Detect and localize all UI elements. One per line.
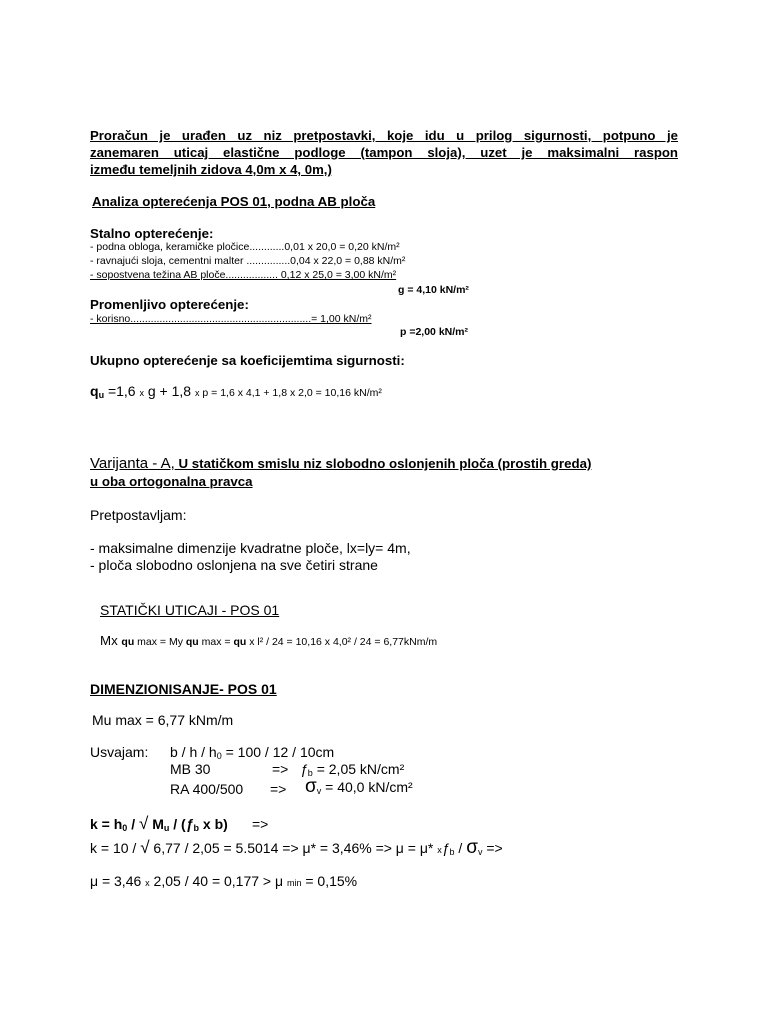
- qu-part-3: p = 1,6 x 4,1 + 1,8 x 2,0 = 10,16 kN/m²: [199, 387, 382, 399]
- dims-value: [170, 744, 334, 761]
- moment-part-c: max =: [198, 636, 234, 648]
- mu-calc: [90, 873, 357, 889]
- fb-symbol: ƒ: [300, 761, 308, 777]
- stalno-total: g = 4,10 kN/m²: [398, 284, 469, 296]
- intro-paragraph: [90, 127, 678, 178]
- analiza-title: Analiza opterećenja POS 01, podna AB ploča: [92, 194, 376, 209]
- kcalc-sigma-symbol: σ: [466, 837, 478, 858]
- assumption-1: - maksimalne dimenzije kvadratne ploče, lx=ly= 4m,: [90, 540, 411, 556]
- mucalc-part-c: = 0,15%: [301, 873, 358, 889]
- stalno-item-3: - sopostvena težina AB ploče.................. 0,12 x 25,0 = 3,00 kN/m²: [90, 269, 397, 281]
- k-part-c: M: [148, 816, 164, 832]
- kcalc-part-a: k = 10 /: [90, 840, 141, 856]
- mucalc-part-b: 2,05 / 40 = 0,177 > μ: [149, 873, 287, 889]
- kcalc-f-sub: b: [449, 847, 455, 857]
- varijanta-title: U statičkom smislu niz slobodno oslonjenih ploča (prostih greda): [174, 456, 592, 471]
- k-part-a: k = h: [90, 816, 123, 832]
- qu-times-1: x: [139, 388, 144, 398]
- sigma-symbol: σ: [305, 776, 317, 797]
- mucalc-times: x: [145, 878, 150, 888]
- qu-formula: [90, 383, 382, 401]
- qu-symbol: qu: [185, 636, 199, 648]
- moment-part-d: x l² / 24 = 10,16 x 4,0² / 24 = 6,77kNm/m: [246, 636, 438, 648]
- promenljivo-total: p =2,00 kN/m²: [400, 326, 468, 338]
- k-mu-sub: u: [163, 823, 170, 833]
- stalno-item-1: - podna obloga, keramičke pločice............0,01 x 20,0 = 0,20 kN/m²: [90, 241, 400, 253]
- k-part-d: / (: [169, 816, 186, 832]
- varijanta-heading: [90, 455, 591, 473]
- sigma-sub: v: [316, 786, 322, 796]
- stalno-item-2: - ravnajući sloja, cementni malter ...............0,04 x 22,0 = 0,88 kN/m²: [90, 255, 406, 267]
- mb-label: MB 30: [170, 761, 211, 777]
- k-arrow: =>: [252, 816, 269, 832]
- pretpostavljam: Pretpostavljam:: [90, 507, 187, 523]
- k-f-sub: b: [193, 823, 200, 833]
- k-f-symbol: ƒ: [185, 816, 194, 832]
- intro-line-3: između temeljnih zidova 4,0m x 4, 0m,): [90, 162, 332, 177]
- assumption-2: - ploča slobodno oslonjena na sve četiri strane: [90, 557, 378, 573]
- qu-symbol-u: u: [98, 390, 105, 400]
- intro-line-1: Proračun je urađen uz niz pretpostavki, koje idu u prilog sigurnosti, potpuno je: [90, 128, 678, 143]
- fb-rest: = 2,05 kN/cm²: [312, 761, 405, 777]
- kcalc-f-symbol: ƒ: [441, 840, 450, 856]
- qu-part-1: =1,6: [104, 383, 140, 399]
- mu-max: Mu max = 6,77 kNm/m: [92, 712, 234, 728]
- qu-symbol: qu: [233, 636, 247, 648]
- dims-rest: = 100 / 12 / 10cm: [221, 744, 335, 760]
- qu-times-2: x: [194, 388, 200, 398]
- dims-part: b / h / h: [170, 744, 217, 760]
- qu-part-2: g + 1,8: [143, 383, 195, 399]
- k-calc: [90, 837, 503, 859]
- sqrt-symbol: √: [138, 814, 149, 833]
- mb-arrow: =>: [272, 761, 289, 777]
- kcalc-part-c: /: [454, 840, 467, 856]
- intro-line-2: zanemaren uticaj elastične podloge (tampon sloja), uzet je maksimalni raspon: [90, 145, 678, 160]
- mucalc-min: min: [286, 878, 302, 888]
- sigma-value: [305, 776, 413, 798]
- qu-symbol-q: q: [90, 383, 99, 399]
- sigma-rest: = 40,0 kN/cm²: [321, 779, 413, 795]
- k-formula: [90, 814, 228, 834]
- moment-part-a: Mx: [100, 633, 122, 648]
- promenljivo-title: Promenljivo opterećenje:: [90, 297, 249, 312]
- moment-part-b: max = My: [134, 636, 186, 648]
- ukupno-title: Ukupno opterećenje sa koeficijemtima sigurnosti:: [90, 353, 405, 368]
- kcalc-sigma-sub: v: [477, 847, 483, 857]
- mucalc-part-a: μ = 3,46: [90, 873, 146, 889]
- k-h-sub: 0: [122, 823, 128, 833]
- fb-sub: b: [307, 768, 313, 778]
- kcalc-part-b: 6,77 / 2,05 = 5.5014 => μ* = 3,46% => μ = μ*: [149, 840, 438, 856]
- ra-arrow: =>: [270, 781, 287, 797]
- k-part-e: x b): [199, 816, 228, 832]
- varijanta-label: Varijanta - A,: [90, 455, 175, 472]
- dims-sub: 0: [216, 751, 222, 761]
- dimenzionisanje-title: DIMENZIONISANJE- POS 01: [90, 681, 277, 697]
- k-part-b: /: [127, 816, 139, 832]
- qu-symbol: qu: [121, 636, 135, 648]
- kcalc-times: x: [437, 845, 442, 855]
- usvajam-label: Usvajam:: [90, 744, 149, 760]
- sqrt-symbol: √: [140, 838, 150, 857]
- kcalc-part-d: =>: [482, 840, 503, 856]
- varijanta-title-line-2: u oba ortogonalna pravca: [90, 474, 253, 489]
- ra-label: RA 400/500: [170, 781, 244, 797]
- staticki-title: STATIČKI UTICAJI - POS 01: [100, 602, 280, 618]
- moment-formula: [100, 632, 437, 650]
- stalno-title: Stalno opterećenje:: [90, 226, 214, 241]
- promenljivo-item: - korisno..............................................................= 1,00 kN/m²: [90, 313, 372, 325]
